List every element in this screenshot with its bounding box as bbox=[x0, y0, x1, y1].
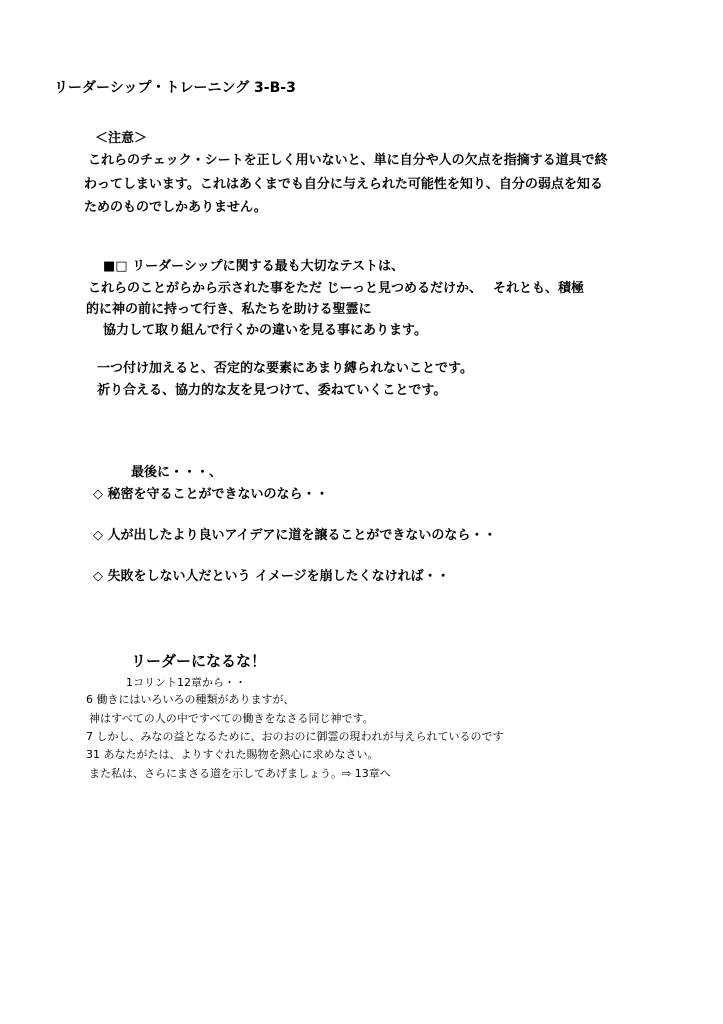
warning-item: ◇ 人が出したより良いアイデアに道を譲ることができないのなら・・ bbox=[93, 528, 497, 543]
page-title: リーダーシップ・トレーニング 3-B-3 bbox=[54, 80, 296, 96]
warning-item: ◇ 秘密を守ることができないのなら・・ bbox=[93, 487, 329, 502]
verse-line: 7 しかし、みなの益となるために、おのおのに御霊の現われが与えられているのです bbox=[86, 730, 504, 743]
test-line: 的に神の前に持って行き、私たちを助ける聖霊に bbox=[86, 302, 372, 317]
conclusion-heading: リーダーになるな！ bbox=[131, 652, 267, 670]
verse-line: また私は、さらにまさる道を示してあげましょう。⇨ 13章へ bbox=[89, 767, 391, 780]
caution-line: ためのものでしかありません。 bbox=[84, 200, 267, 215]
addition-line: 一つ付け加えると、否定的な要素にあまり縛られないことです。 bbox=[97, 361, 473, 376]
warning-item: ◇ 失敗をしない人だという イメージを崩したくなければ・・ bbox=[93, 569, 450, 584]
test-line: これらのことがらから示された事をただ じーっと見つめるだけか、 それとも、積極 bbox=[88, 281, 585, 296]
caution-heading: ＜注意＞ bbox=[95, 131, 148, 146]
addition-line: 祈り合える、協力的な友を見つけて、委ねていくことです。 bbox=[97, 383, 447, 398]
verse-line: 6 働きにはいろいろの種類がありますが、 bbox=[86, 693, 295, 706]
caution-line: これらのチェック・シートを正しく用いないと、単に自分や人の欠点を指摘する道具で終 bbox=[88, 153, 608, 168]
caution-line: わってしまいます。これはあくまでも自分に与えられた可能性を知り、自分の弱点を知る bbox=[84, 177, 603, 192]
scripture-source: 1コリント12章から・・ bbox=[126, 676, 246, 689]
verse-line: 31 あなたがたは、よりすぐれた賜物を熱心に求めなさい。 bbox=[86, 748, 379, 761]
test-line: ■□ リーダーシップに関する最も大切なテストは、 bbox=[103, 259, 405, 274]
verse-line: 神はすべての人の中ですべての働きをなさる同じ神です。 bbox=[89, 712, 374, 725]
finally-heading: 最後に・・・、 bbox=[131, 465, 223, 480]
test-line: 協力して取り組んで行くかの違いを見る事にあります。 bbox=[103, 323, 427, 338]
